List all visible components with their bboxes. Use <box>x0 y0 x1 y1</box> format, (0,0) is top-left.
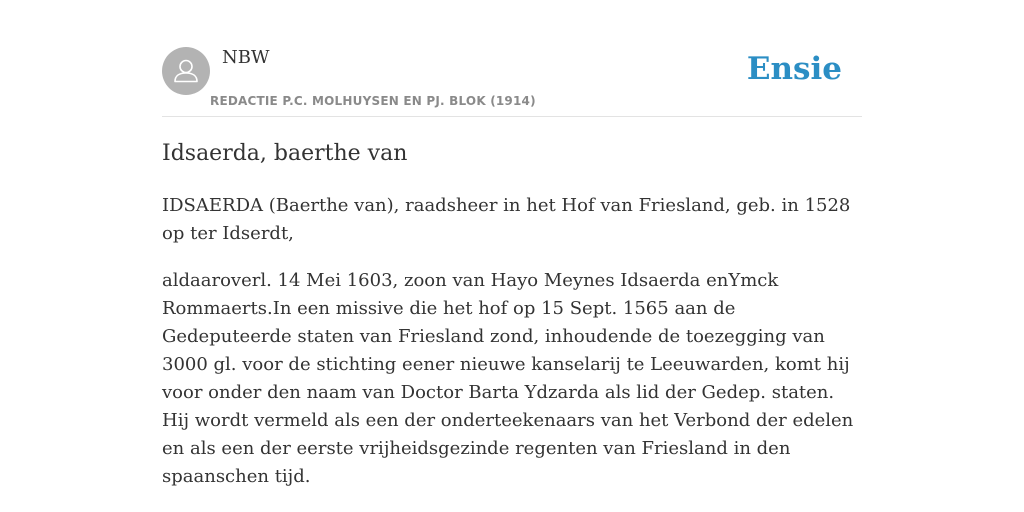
article <box>162 138 862 510</box>
article-title: Idsaerda, baerthe van <box>162 141 408 166</box>
avatar <box>162 47 210 95</box>
article-paragraph: IDSAERDA (Baerthe van), raadsheer in het Hof van Friesland, geb. in 1528 op ter Idserdt, <box>162 195 851 244</box>
source-subtitle: REDACTIE P.C. MOLHUYSEN EN PJ. BLOK (1914) <box>210 94 536 108</box>
article-paragraph: aldaaroverl. 14 Mei 1603, zoon van Hayo Meynes Idsaerda enYmck Rommaerts.In een missive die het hof op 15 Sept. 1565 aan de Gedeputeerde staten van Friesland zond, inhoudende de toezegging van 3000 gl. voor de stichting eener nieuwe kanselarij te Leeuwarden, komt hij voor onder den naam van Doctor Barta Ydzarda als lid der Gedep. staten. Hij wordt vermeld als een der onderteekenaars van het Verbond der edelen en als een der eerste vrijheidsgezinde regenten van Friesland in den spaanschen tijd. <box>162 270 854 487</box>
source-name[interactable]: NBW <box>222 47 270 68</box>
ensie-logo-link[interactable]: Ensie <box>746 51 842 87</box>
user-icon <box>162 47 210 95</box>
source-header <box>162 0 862 117</box>
